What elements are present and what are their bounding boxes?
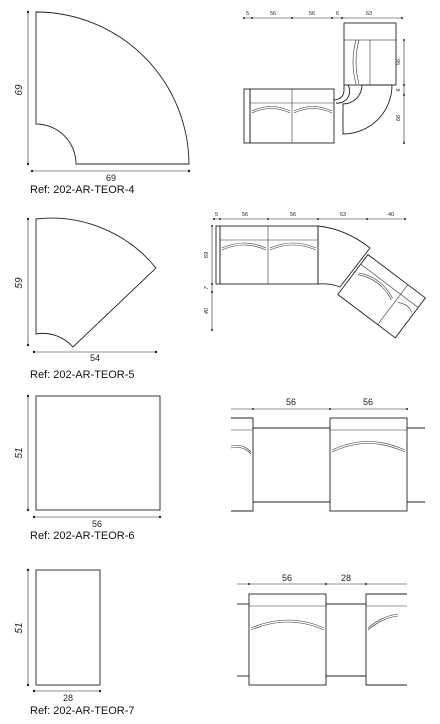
- dimension-tick: [317, 218, 319, 220]
- dimension-tick: [27, 218, 29, 220]
- cushion-curve: [359, 269, 396, 298]
- teor-7-reference: Ref: 202-AR-TEOR-7: [30, 705, 135, 717]
- dimension-tick: [329, 408, 331, 410]
- cushion-curve: [294, 109, 332, 114]
- angled-sofa: [338, 255, 426, 338]
- dimension-tick: [403, 84, 405, 86]
- dimension-tick: [404, 218, 406, 220]
- dimension-tick: [341, 17, 343, 19]
- dimension-tick: [252, 408, 254, 410]
- teor-7-outline: [36, 570, 100, 685]
- dimension-tick: [219, 218, 221, 220]
- teor-6-layout-label: 56: [362, 397, 374, 407]
- teor-4-layout: [243, 11, 405, 144]
- sofa-module: [338, 255, 426, 338]
- teor-6-plan: [14, 395, 161, 542]
- cushion-curve: [252, 109, 290, 114]
- teor-5-layout-side-label: 69: [204, 251, 210, 259]
- teor-4-layout-label: 56: [309, 11, 316, 17]
- cushion-curve: [251, 620, 324, 628]
- teor-6-outline: [36, 396, 160, 510]
- sofa-module: [220, 226, 318, 284]
- teor-6-reference: Ref: 202-AR-TEOR-6: [30, 530, 135, 542]
- dimension-tick: [366, 218, 368, 220]
- teor-5-layout: [204, 212, 425, 338]
- teor-5-layout-label: 5: [215, 212, 219, 218]
- dimension-tick: [325, 583, 327, 585]
- dimension-tick: [213, 218, 215, 220]
- armrest: [244, 89, 250, 143]
- teor-4-width-label: 69: [105, 173, 117, 183]
- sofa-module: [249, 594, 326, 685]
- teor-5-layout-label: 56: [290, 212, 297, 218]
- teor-4-layout-side-label: 66: [396, 114, 402, 122]
- teor-6-layout-label: 56: [285, 397, 297, 407]
- connector: [336, 85, 350, 103]
- dimension-tick: [365, 583, 367, 585]
- dimension-tick: [27, 163, 29, 165]
- dimension-tick: [331, 17, 333, 19]
- dimension-tick: [27, 509, 29, 511]
- dimension-tick: [31, 170, 33, 172]
- teor-7-plan: [14, 569, 135, 717]
- teor-7-layout-label: 56: [281, 573, 293, 583]
- teor-6-layout: [231, 397, 425, 511]
- teor-7-layout-label: 28: [340, 573, 352, 583]
- dimension-tick: [211, 329, 213, 331]
- cushion-curve: [332, 444, 405, 453]
- teor-5-layout-label: 56: [242, 212, 249, 218]
- dimension-tick: [27, 684, 29, 686]
- teor-4-layout-side-label: 6: [396, 88, 402, 92]
- dimension-tick: [211, 283, 213, 285]
- dimension-tick: [33, 351, 35, 353]
- dimension-tick: [27, 344, 29, 346]
- cushion-curve: [251, 622, 324, 630]
- dimension-tick: [33, 516, 35, 518]
- teor-4-layout-label: 63: [366, 11, 373, 17]
- cushion-curve: [332, 442, 405, 451]
- teor-5-plan: [14, 218, 157, 381]
- teor-4-plan: [14, 11, 190, 196]
- teor-5-layout-side-label: 7: [204, 286, 210, 290]
- teor-6-height-label: 51: [14, 447, 25, 459]
- dimension-tick: [211, 291, 213, 293]
- cushion-curve: [231, 447, 251, 454]
- teor-5-layout-side-label: 40: [204, 307, 210, 315]
- dimension-tick: [27, 569, 29, 571]
- cushion-curve: [356, 40, 359, 84]
- dimension-tick: [251, 17, 253, 19]
- dimension-tick: [291, 17, 293, 19]
- dimension-tick: [159, 516, 161, 518]
- cushion-curve: [368, 614, 398, 628]
- armrest: [216, 226, 220, 284]
- teor-5-reference: Ref: 202-AR-TEOR-5: [30, 369, 135, 381]
- teor-4-height-label: 69: [14, 84, 25, 96]
- dimension-tick: [27, 11, 29, 13]
- teor-4-layout-side-label: 56: [396, 58, 402, 66]
- dimension-tick: [248, 583, 250, 585]
- dimension-tick: [403, 142, 405, 144]
- corner-module: [343, 85, 392, 134]
- dimension-tick: [406, 408, 408, 410]
- teor-5-width-label: 54: [89, 353, 101, 363]
- teor-7-layout: [237, 573, 407, 685]
- teor-7-width-label: 28: [62, 693, 74, 703]
- dimension-tick: [33, 690, 35, 692]
- teor-5-layout-label: 40: [388, 212, 395, 218]
- teor-5-outline: [36, 218, 156, 347]
- sofa-module-partial: [407, 428, 425, 502]
- dimension-tick: [27, 395, 29, 397]
- teor-6-width-label: 56: [91, 519, 103, 529]
- seat-divider: [378, 285, 408, 325]
- dimension-tick: [401, 17, 403, 19]
- dimension-tick: [211, 225, 213, 227]
- wedge-module: [318, 226, 370, 287]
- dimension-tick: [267, 218, 269, 220]
- dimension-tick: [403, 94, 405, 96]
- teor-4-outline: [36, 12, 189, 164]
- teor-4-layout-label: 6: [336, 11, 340, 17]
- teor-5-layout-label: 63: [340, 212, 347, 218]
- dimension-tick: [188, 170, 190, 172]
- sofa-module: [330, 418, 407, 511]
- dimension-tick: [243, 17, 245, 19]
- dimension-tick: [99, 690, 101, 692]
- teor-4-layout-label: 5: [246, 11, 250, 17]
- dimension-tick: [155, 351, 157, 353]
- teor-4-layout-label: 56: [270, 11, 277, 17]
- dimension-tick: [403, 39, 405, 41]
- sofa-module-partial: [231, 418, 253, 511]
- teor-7-height-label: 51: [14, 622, 25, 634]
- teor-5-height-label: 59: [14, 277, 25, 289]
- cushion-curve: [353, 40, 356, 84]
- connector: [334, 85, 344, 100]
- sofa-module-partial: [366, 594, 407, 685]
- teor-4-reference: Ref: 202-AR-TEOR-4: [30, 184, 135, 196]
